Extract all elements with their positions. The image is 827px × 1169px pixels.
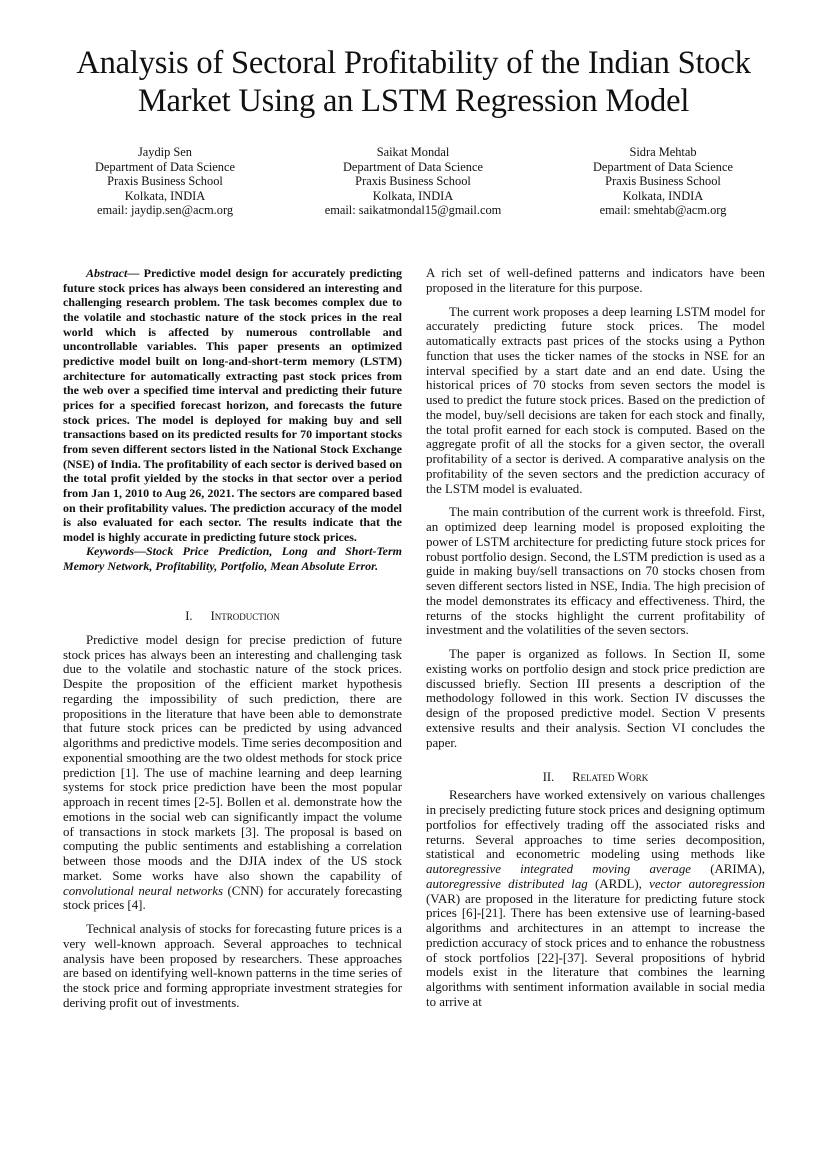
intro-paragraph-4	[426, 505, 765, 638]
text-run: (VAR) are proposed in the literature for predicting future stock prices [6]-[21]. There has been extensive use of learning-based algorithms and architectures in an attempt to increase the prediction accuracy of stock prices and to enhance the robustness of stock portfolios [22]-[37]. Several propositions of hybrid models exist in the literature that combines the learning algorithms with sentiment information available in social media to arrive at	[426, 891, 765, 1009]
title-line-1: Analysis of Sectoral Profitability of the Indian Stock	[76, 45, 751, 81]
author-block	[40, 145, 787, 225]
author-institution: Praxis Business School	[605, 174, 721, 189]
title-line-2: Market Using an LSTM Regression Model	[137, 83, 690, 119]
text-run-italic: autoregressive integrated moving average	[426, 862, 691, 876]
author-name: Jaydip Sen	[137, 145, 193, 159]
paper-title	[40, 44, 787, 120]
author-department: Department of Data Science	[342, 159, 484, 174]
author-location: Kolkata, INDIA	[124, 188, 206, 203]
keywords-text: Stock Price Prediction, Long and Short-Term Memory Network, Profitability, Portfolio, Mean Absolute Error.	[63, 544, 402, 574]
author-email: email: smehtab@acm.org	[599, 203, 727, 218]
text-run: Researchers have worked extensively on various challenges in precisely predicting future stock prices and designing optimum portfolios for effectively trading off the associated risks and returns. Several approaches to time series decomposition, statistical and econometric modeling using methods like	[426, 788, 765, 862]
author-2	[288, 145, 538, 218]
right-column	[426, 266, 765, 1010]
abstract	[63, 266, 402, 544]
text-run: The current work proposes a deep learning LSTM model for accurately predicting future stock prices. The model automatically extracts past prices of the stocks using a Python function that uses the ticker names of the stocks in NSE for an interval specified by a start date and an end date. Using the historical prices of 70 stocks from seven sectors the model is used to predict the future stock prices. Based on the prediction of the model, buy/sell decisions are taken for each stock and finally, the total profit earned for each stock is computed. Based on the aggregate profit of all the stocks for a given sector, the overall profitability of a sector is derived. A comparative analysis on the profitability of the seven sectors and the prediction accuracy of the LSTM model is evaluated.	[426, 304, 765, 496]
section-heading-introduction	[63, 608, 402, 624]
intro-paragraph-1	[63, 633, 402, 913]
intro-paragraph-3	[426, 305, 765, 497]
author-department: Department of Data Science	[94, 159, 236, 174]
intro-paragraph-5	[426, 647, 765, 750]
author-location: Kolkata, INDIA	[622, 188, 704, 203]
text-run: The paper is organized as follows. In Section II, some existing works on portfolio design and stock price prediction are discussed briefly. Section III presents a description of the methodology followed in this work. Section IV discusses the design of the proposed predictive model. Section V presents extensive results and their analysis. Section VI concludes the paper.	[426, 647, 765, 750]
text-run: (ARIMA),	[691, 862, 765, 876]
section-number: II.	[542, 770, 555, 785]
intro-paragraph-2	[63, 922, 402, 1011]
section-number: I.	[185, 608, 193, 623]
related-work-paragraph-1	[426, 788, 765, 1009]
abstract-text: Predictive model design for accurately predicting future stock prices has always been considered an interesting and challenging research problem. The task becomes complex due to the volatile and stochastic nature of the stock prices in the real world which is affected by numerous controllable and uncontrollable variables. This paper presents an optimized predictive model built on long-and-short-term memory (LSTM) architecture for automatically extracting past stock prices from the web over a specified time interval and predicting their future prices for a specified forecast horizon, and forecasts the future stock prices. The model is deployed for making buy and sell transactions based on its predicted results for 70 important stocks from seven different sectors listed in the National Stock Exchange (NSE) of India. The profitability of each sector is derived based on the total profit yielded by the stocks in that sector over a period from Jan 1, 2010 to Aug 26, 2021. The sectors are compared based on their profitability values. The prediction accuracy of the model is also evaluated for each sector. The results indicate that the model is highly accurate in predicting future stock prices.	[63, 266, 402, 544]
author-name: Saikat Mondal	[376, 145, 450, 159]
text-run-italic: autoregressive distributed lag	[426, 876, 588, 891]
author-department: Department of Data Science	[592, 159, 734, 174]
author-institution: Praxis Business School	[355, 174, 471, 189]
author-institution: Praxis Business School	[107, 174, 223, 189]
text-run-italic: convolutional neural networks	[63, 883, 224, 898]
text-run: The main contribution of the current work is threefold. First, an optimized deep learning model is proposed exploiting the power of LSTM architecture for predicting future stock prices for robust portfolio design. Second, the LSTM prediction is used as a guide in making buy/sell transactions on 70 stocks chosen from seven different sectors listed in NSE, India. The high precision of the model demonstrates its efficacy and effectiveness. Third, the returns of the stocks highlight the current profitability of investment and the volatilities of the seven sectors.	[426, 505, 765, 638]
author-email: email: saikatmondal15@gmail.com	[324, 203, 502, 218]
left-column	[63, 266, 402, 1011]
author-3	[538, 145, 788, 218]
text-run-italic: vector autoregression	[649, 876, 765, 891]
text-run: Predictive model design for precise prediction of future stock prices has always been an interesting and challenging task due to the volatile and stochastic nature of the stock prices. Despite the proposition of the efficient market hypothesis regarding the impossibility of such prediction, there are propositions in the literature that have been able to demonstrate that future stock prices can be predicted by using advanced algorithms and predictive models. Time series decomposition and exponential smoothing are the two oldest methods for stock price prediction [1]. The use of machine learning and deep learning systems for stock price prediction have been the most popular approach in recent times [2-5]. Bollen et al. demonstrate how the emotions in the social web can significantly impact the volume of transactions in stock markets [3]. The proposal is based on computing the public sentiments and establishing a correlation between those moods and the DJIA index of the US stock market. Some works have also shown the capability of	[63, 632, 402, 883]
author-name: Sidra Mehtab	[629, 145, 697, 159]
intro-paragraph-2-continued	[426, 266, 765, 296]
author-location: Kolkata, INDIA	[372, 188, 454, 203]
text-run: A rich set of well-defined patterns and indicators have been proposed in the literature for this purpose.	[426, 266, 765, 295]
text-run: Technical analysis of stocks for forecasting future prices is a very well-known approach. Several approaches to technical analysis have been proposed by researchers. These approaches are based on identifying well-known patterns in the time series of the stock price and forming appropriate investment strategies for deriving profit out of investments.	[63, 922, 402, 1010]
text-run: (CNN) for accurately forecasting stock prices [4].	[63, 883, 402, 913]
section-title: Related Work	[572, 770, 649, 785]
keywords	[63, 544, 402, 573]
abstract-label: Abstract—	[86, 266, 140, 280]
section-heading-related-work	[426, 769, 765, 785]
author-1	[40, 145, 290, 218]
section-title: Introduction	[210, 608, 280, 623]
text-run: (ARDL),	[587, 876, 650, 891]
author-email: email: jaydip.sen@acm.org	[96, 203, 234, 218]
keywords-label: Keywords—	[86, 544, 146, 559]
